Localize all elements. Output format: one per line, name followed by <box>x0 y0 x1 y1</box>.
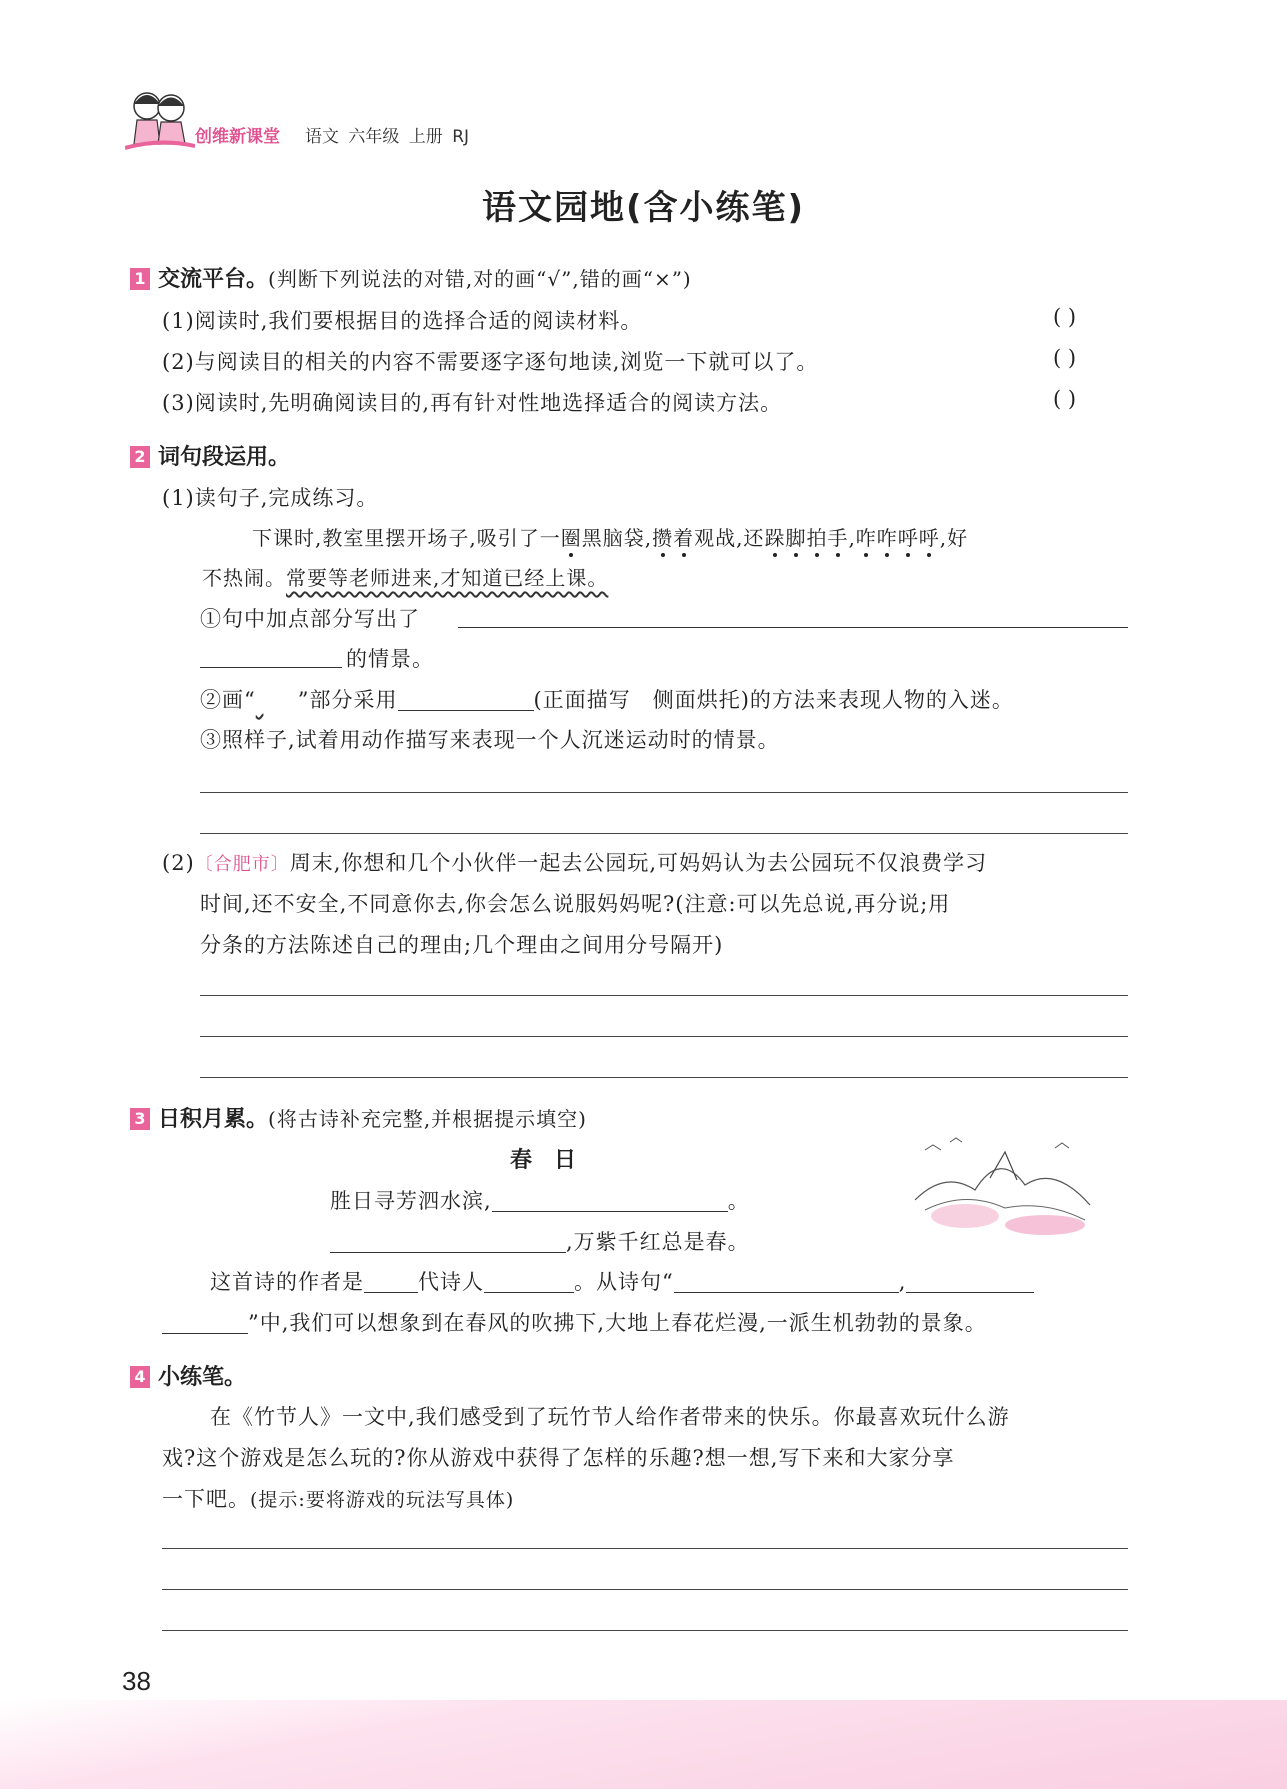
q1-answer-paren-3[interactable]: ( ) <box>1053 387 1077 411</box>
answer-blank[interactable] <box>458 605 1128 628</box>
q1-item-3: (3)阅读时,先明确阅读目的,再有针对性地选择适合的阅读方法。 <box>162 391 783 415</box>
question-number-badge: 1 <box>130 268 150 290</box>
passage-text: 不热闹。 <box>202 566 286 590</box>
answer-line[interactable] <box>200 833 1128 834</box>
question-title: 小练笔。 <box>158 1365 247 1390</box>
q2-s3-prompt: ③照样子,试着用动作描写来表现一个人沉迷运动时的情景。 <box>200 728 780 752</box>
prompt-text: 周末,你想和几个小伙伴一起去公园玩,可妈妈认为去公园玩不仅浪费学习 <box>289 851 988 875</box>
q4-prompt-line-1: 在《竹节人》一文中,我们感受到了玩竹节人给作者带来的快乐。你最喜欢玩什么游 <box>210 1405 1010 1429</box>
q2-sub1-instruction: (1)读句子,完成练习。 <box>162 486 379 510</box>
answer-blank[interactable] <box>330 1230 566 1253</box>
passage-text: ,好 <box>939 526 969 550</box>
passage-text: 下课时,教室里摆开场子,吸引了一 <box>252 526 561 550</box>
poem-text: 。 <box>727 1189 750 1213</box>
page-header <box>125 84 545 154</box>
q2-s1-suffix: 的情景。 <box>346 647 434 671</box>
dotted-word: 圈 <box>561 522 582 551</box>
q2-sub2-line-2: 时间,还不安全,不同意你去,你会怎么说服妈妈呢?(注意:可以先总说,再分说;用 <box>200 892 951 916</box>
question-title: 交流平台。 <box>158 267 269 292</box>
poem-line-1 <box>330 1185 750 1215</box>
question-3-heading <box>130 1102 587 1133</box>
prompt-text: 这首诗的作者是 <box>210 1270 364 1294</box>
answer-blank[interactable] <box>492 1189 728 1212</box>
passage-text: , <box>848 526 856 550</box>
prompt-text: ”部分采用 <box>297 688 398 712</box>
answer-blank[interactable] <box>200 645 342 668</box>
poem-text: ,万紫千红总是春。 <box>566 1230 750 1254</box>
poem-text: 胜日寻芳泗水滨, <box>330 1189 492 1213</box>
q1-answer-paren-1[interactable]: ( ) <box>1053 305 1077 329</box>
question-number-badge: 4 <box>130 1366 150 1388</box>
question-4-heading <box>130 1360 246 1391</box>
poem-title: 春 日 <box>510 1147 577 1173</box>
brand-name: 创维新课堂 <box>195 127 280 147</box>
q2-sub2-line-1 <box>162 847 987 877</box>
question-title: 词句段运用。 <box>158 445 291 470</box>
q1-item-1: (1)阅读时,我们要根据目的选择合适的阅读材料。 <box>162 309 643 333</box>
prompt-text: ”中,我们可以想象到在春风的吹拂下,大地上春花烂漫,一派生机勃勃的景象。 <box>248 1311 987 1335</box>
sub-question-number: (2) <box>162 851 195 875</box>
region-tag: 〔合肥市〕 <box>194 854 290 875</box>
question-number-badge: 2 <box>130 446 150 468</box>
answer-line[interactable] <box>162 1630 1128 1631</box>
q1-answer-paren-2[interactable]: ( ) <box>1053 346 1077 370</box>
q2-passage-line-2 <box>202 562 608 591</box>
answer-blank[interactable] <box>674 1270 899 1293</box>
poem-line-2 <box>330 1226 750 1256</box>
q3-fill-line-1 <box>210 1266 1034 1296</box>
mascot-kids-icon <box>125 84 195 154</box>
q4-prompt-line-2: 戏?这个游戏是怎么玩的?你从游戏中获得了怎样的乐趣?想一想,写下来和大家分享 <box>162 1446 955 1470</box>
answer-line[interactable] <box>200 995 1128 996</box>
answer-blank[interactable] <box>906 1270 1034 1293</box>
question-instruction: (将古诗补充完整,并根据提示填空) <box>268 1107 587 1131</box>
question-title: 日积月累。 <box>158 1107 269 1132</box>
prompt-text: (正面描写 侧面烘托)的方法来表现人物的入迷。 <box>533 688 1014 712</box>
prompt-text: 。从诗句“ <box>574 1270 674 1294</box>
footer-decoration <box>0 1700 1287 1789</box>
q2-passage-line-1 <box>252 522 968 551</box>
page-number: 38 <box>122 1666 151 1696</box>
question-number-badge: 3 <box>130 1108 150 1130</box>
answer-line[interactable] <box>200 1077 1128 1078</box>
answer-line[interactable] <box>162 1589 1128 1590</box>
hint-text: (提示:要将游戏的玩法写具体) <box>250 1489 515 1511</box>
prompt-text: 一下吧。 <box>162 1487 250 1511</box>
prompt-text: , <box>898 1270 907 1294</box>
answer-blank[interactable] <box>484 1270 574 1293</box>
dotted-word-group: 咋咋呼呼 <box>856 526 940 550</box>
wavy-sample-mark <box>256 688 298 712</box>
question-2-heading <box>130 440 290 471</box>
book-meta: 语文 六年级 上册 RJ <box>305 127 470 147</box>
answer-blank[interactable] <box>162 1311 248 1334</box>
q3-fill-line-2 <box>162 1307 987 1337</box>
answer-line[interactable] <box>200 792 1128 793</box>
wavy-underlined-sentence: 常要等老师进来,才知道已经上课。 <box>286 566 609 590</box>
q4-prompt-line-3 <box>162 1483 514 1513</box>
question-instruction: (判断下列说法的对错,对的画“√”,错的画“×”) <box>268 267 692 291</box>
q1-item-2: (2)与阅读目的相关的内容不需要逐字逐句地读,浏览一下就可以了。 <box>162 350 819 374</box>
passage-text: 黑脑袋, <box>581 526 653 550</box>
q2-sub2-line-3: 分条的方法陈述自己的理由;几个理由之间用分号隔开) <box>200 933 724 957</box>
answer-blank[interactable] <box>398 688 534 711</box>
prompt-text: 代诗人 <box>418 1270 484 1294</box>
passage-text: 观战,还 <box>694 526 765 550</box>
q2-s2-prompt <box>200 684 1014 714</box>
prompt-text: ②画“ <box>200 688 256 712</box>
answer-blank[interactable] <box>364 1270 418 1293</box>
question-1-heading <box>130 262 692 293</box>
answer-line[interactable] <box>200 1036 1128 1037</box>
dotted-word-group: 攒着 <box>652 526 694 550</box>
dotted-word-group: 跺脚拍手 <box>764 526 848 550</box>
q2-s1-prompt: ①句中加点部分写出了 <box>200 607 420 631</box>
page-title: 语文园地(含小练笔) <box>481 188 806 228</box>
landscape-illustration-icon <box>905 1130 1095 1240</box>
answer-line[interactable] <box>162 1548 1128 1549</box>
